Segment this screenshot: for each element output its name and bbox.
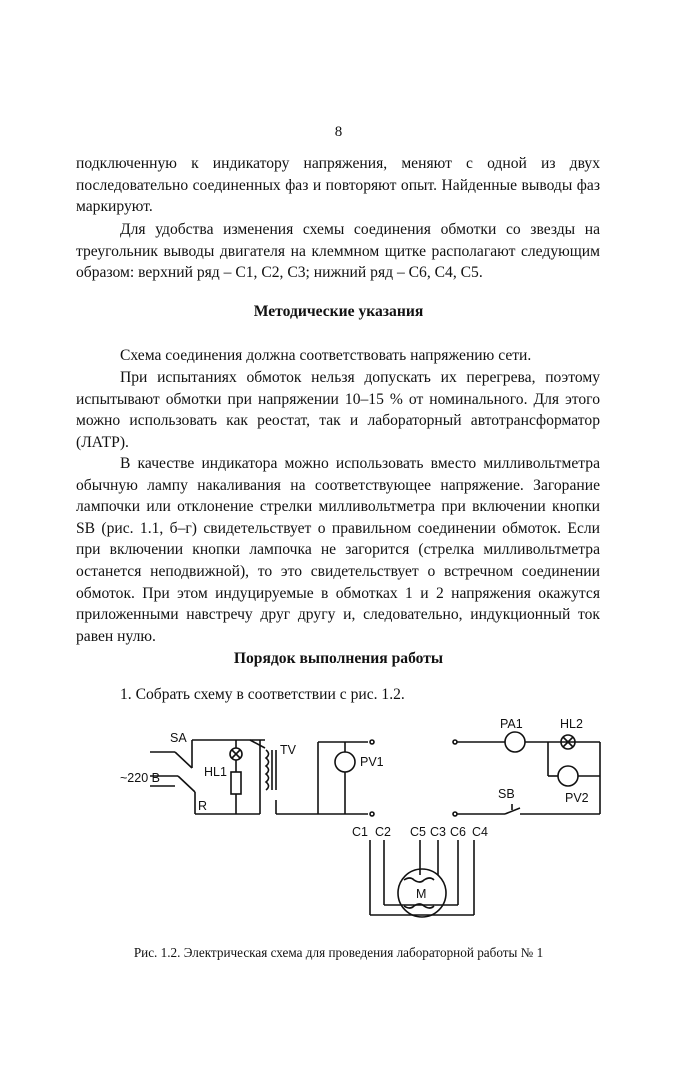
terminal-left-top <box>370 740 374 744</box>
label-c1: C1 <box>352 825 368 839</box>
label-voltage: ~220 В <box>120 771 160 785</box>
page-number: 8 <box>334 124 343 140</box>
lamp-hl1 <box>230 748 242 760</box>
paragraph-terminal-layout: Для удобства изменения схемы соединения обмотки со звезды на треугольник выводы двигателя на клеммном щитке располагают следующим образом: верхний ряд – C1, C2, C3; нижний ряд – C6, C4, C5. <box>76 221 600 282</box>
resistor-r <box>231 772 241 794</box>
paragraph-voltage-match: Схема соединения должна соответствовать напряжению сети. <box>120 347 532 364</box>
label-pv1: PV1 <box>360 755 384 769</box>
ammeter-pa1 <box>505 732 525 752</box>
heading-work-order: Порядок выполнения работы <box>233 650 444 667</box>
label-r: R <box>198 799 208 813</box>
terminal-right-top <box>453 740 457 744</box>
step-1: 1. Собрать схему в соответствии с рис. 1.2. <box>120 686 405 703</box>
label-hl2: HL2 <box>560 717 583 731</box>
button-sb <box>505 804 520 814</box>
switch-sa <box>175 740 195 814</box>
paragraph-overheating: При испытаниях обмоток нельзя допускать их перегрева, поэтому испытывают обмотки при напряжении 10–15 % от номинального. Для этого можно использовать как реостат, так и лабораторный автотрансформатор (ЛАТР). <box>76 369 600 451</box>
label-tv: TV <box>280 743 296 757</box>
label-c6: C6 <box>450 825 466 839</box>
voltmeter-pv1 <box>335 752 355 772</box>
label-c2: C2 <box>375 825 391 839</box>
label-sa: SA <box>170 731 187 745</box>
label-c5: C5 <box>410 825 426 839</box>
figure-caption: Рис. 1.2. Электрическая схема для проведения лабораторной работы № 1 <box>133 945 544 960</box>
transformer-tv <box>250 740 276 814</box>
heading-method-notes: Методические указания <box>253 303 424 320</box>
paragraph-indicator: В качестве индикатора можно использовать вместо милливольтметра обычную лампу накаливания на соответствующее напряжение. Загорание лампочки или отклонение стрелки милливольтметра при включении кнопки SB (рис. 1.1, б–г) свидетельствует о правильном соединении обмоток. Если при включении кнопки лампочка не загорится (стрелка милливольтметра останется неподвижной), то это свидетельствует о встречном соединении обмоток. При этом индуцируемые в обмотках 1 и 2 напряжения окажутся приложенными навстречу друг другу и, следовательно, индукционный ток равен нулю. <box>76 455 600 645</box>
label-pv2: PV2 <box>565 791 589 805</box>
label-sb: SB <box>498 787 515 801</box>
label-c4: C4 <box>472 825 488 839</box>
label-motor: M <box>416 887 427 901</box>
label-pa1: PA1 <box>500 717 523 731</box>
voltmeter-pv2 <box>558 766 578 786</box>
terminal-right-bottom <box>453 812 457 816</box>
terminal-left-bottom <box>370 812 374 816</box>
label-c3: C3 <box>430 825 446 839</box>
label-hl1: HL1 <box>204 765 227 779</box>
paragraph-continuation: подключенную к индикатору напряжения, меняют с одной из двух последовательно соединенных фаз и повторяют опыт. Найденные выводы фаз маркируют. <box>76 155 600 216</box>
electrical-schematic <box>0 710 677 940</box>
